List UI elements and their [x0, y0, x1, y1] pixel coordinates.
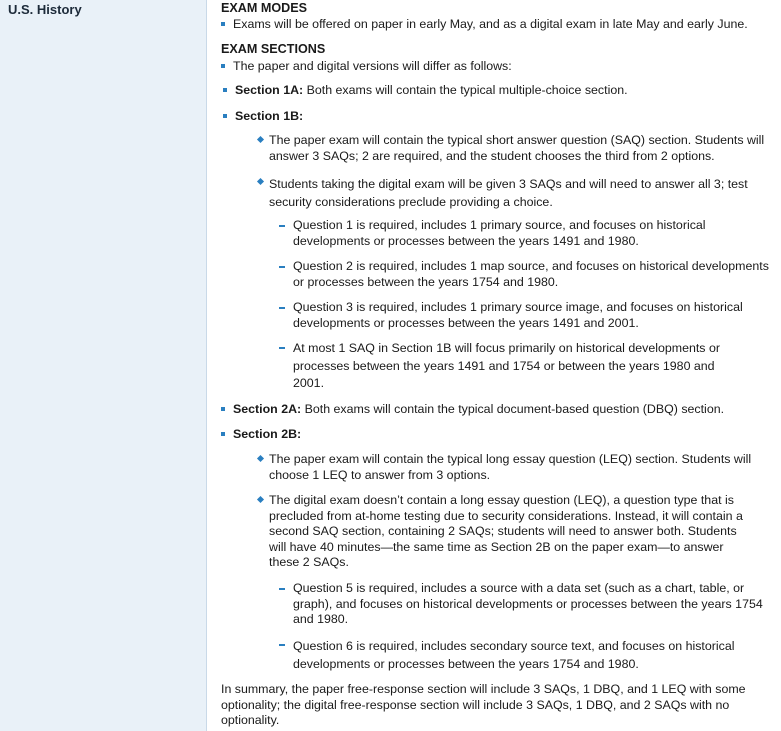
section-1b-question-2: Question 2 is required, includes 1 map source, and focuses on historical developments or processes between the years 1754 and 1980.: [279, 259, 771, 290]
section-2b-question-5: Question 5 is required, includes a source with a data set (such as a chart, table, or graph), and focuses on historical developments or processes between the years 1754 and 1980.: [279, 581, 771, 628]
dash-bullet-icon: [279, 588, 285, 590]
exam-modes-heading: EXAM MODES: [221, 1, 308, 15]
subject-label: U.S. History: [8, 2, 82, 17]
exam-sections-intro: The paper and digital versions will differ as follows:: [221, 59, 512, 75]
diamond-bullet-icon: [257, 136, 264, 143]
diamond-bullet-icon: [257, 496, 264, 503]
exam-sections-heading: EXAM SECTIONS: [221, 42, 326, 56]
section-1b-item: Section 1B:: [223, 109, 303, 125]
square-bullet-icon: [221, 432, 225, 436]
section-2b-paper: The paper exam will contain the typical long essay question (LEQ) section. Students will choose 1 LEQ to answer from 3 options.: [258, 452, 770, 483]
diamond-bullet-icon: [257, 178, 264, 185]
dash-bullet-icon: [279, 266, 285, 268]
summary-paragraph: In summary, the paper free-response section will include 3 SAQs, 1 DBQ, and 1 LEQ with some optionality; the digital free-response section will include 3 SAQs, 1 DBQ, and 2 SAQs with no optionality.: [221, 682, 746, 727]
dash-bullet-icon: [279, 644, 285, 646]
dash-bullet-icon: [279, 307, 285, 309]
section-2b-question-6: Question 6 is required, includes secondary source text, and focuses on historical developments or processes between the years 1754 and 1980.: [279, 637, 771, 673]
section-1b-digital: Students taking the digital exam will be given 3 SAQs and will need to answer all 3; test security considerations preclude providing a choice.: [258, 175, 770, 211]
square-bullet-icon: [221, 64, 225, 68]
section-2b-digital: The digital exam doesn’t contain a long essay question (LEQ), a question type that is precluded from at-home testing due to security considerations. Instead, it will contain a second SAQ section, containing 2 SAQs; students will need to answer both. Students will have 40 minutes—the same time as Section 2B on the paper exam—to answer these 2 SAQs.: [258, 493, 756, 571]
dash-bullet-icon: [279, 347, 285, 349]
dash-bullet-icon: [279, 225, 285, 227]
square-bullet-icon: [223, 88, 227, 92]
diamond-bullet-icon: [257, 455, 264, 462]
section-1b-question-1: Question 1 is required, includes 1 primary source, and focuses on historical developments or processes between the years 1491 and 1980.: [279, 218, 771, 249]
square-bullet-icon: [221, 22, 225, 26]
section-2b-item: Section 2B:: [221, 427, 301, 443]
section-1a-item: Section 1A: Both exams will contain the typical multiple-choice section.: [223, 83, 628, 99]
exam-modes-bullet: Exams will be offered on paper in early May, and as a digital exam in late May and early June.: [221, 17, 748, 33]
subject-column: [0, 0, 207, 731]
square-bullet-icon: [223, 114, 227, 118]
section-1b-note: At most 1 SAQ in Section 1B will focus primarily on historical developments or processes between the years 1491 and 1754 or between the years 1980 and 2001.: [279, 340, 749, 393]
section-1b-paper: The paper exam will contain the typical short answer question (SAQ) section. Students will answer 3 SAQs; 2 are required, and the student chooses the third from 2 options.: [258, 133, 770, 164]
square-bullet-icon: [221, 407, 225, 411]
section-2a-item: Section 2A: Both exams will contain the typical document-based question (DBQ) section.: [221, 402, 724, 418]
section-1b-question-3: Question 3 is required, includes 1 primary source image, and focuses on historical developments or processes between the years 1491 and 2001.: [279, 300, 771, 331]
